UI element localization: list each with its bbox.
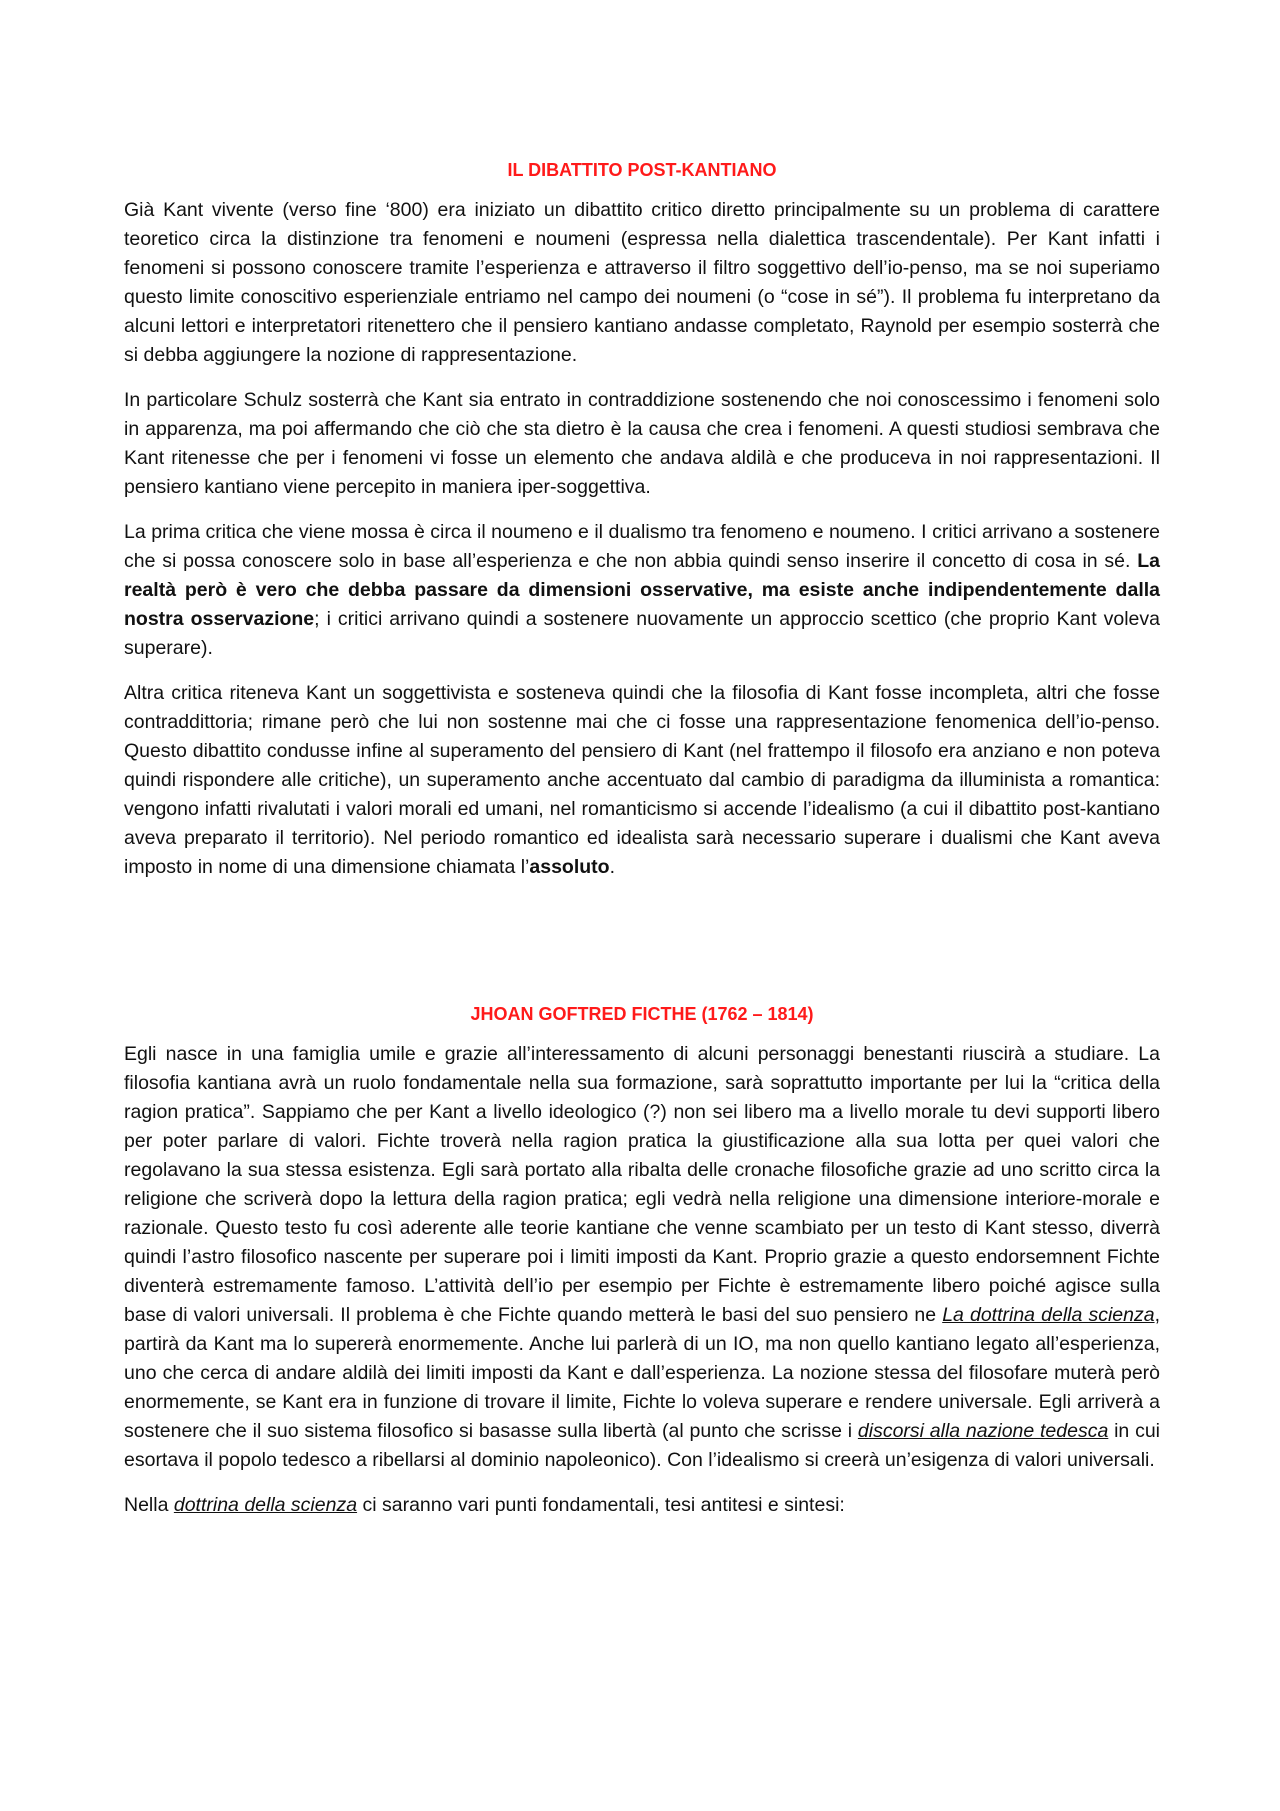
section-title-fichte: JHOAN GOFTRED FICTHE (1762 – 1814) — [470, 1004, 814, 1024]
paragraph-1: Già Kant vivente (verso fine ‘800) era iniziato un dibattito critico diretto principalmente su un problema di carattere teoretico circa la distinzione tra fenomeni e noumeni (espressa nella dialettica trascendentale). Per Kant infatti i fenomeni si possono conoscere tramite l’esperienza e attraverso il filtro soggettivo dell’io-penso, ma se noi superiamo questo limite conoscitivo esperienziale entriamo nel campo dei noumeni (o “cose in sé”). Il problema fu interpretano da alcuni lettori e interpretatori ritenettero che il pensiero kantiano andasse completato, Raynold per esempio sosterrà che si debba aggiungere la nozione di rappresentazione. — [124, 199, 1160, 366]
fichte-p1-title-dottrina: La dottrina della scienza — [942, 1304, 1155, 1326]
fichte-paragraph-2 — [124, 1491, 1160, 1520]
paragraph-3 — [124, 518, 1160, 663]
paragraph-4-text-c: . — [609, 856, 615, 878]
paragraph-4-bold-assoluto: assoluto — [529, 856, 610, 878]
fichte-p1-text-b: , partirà da Kant ma lo supererà enormemente. Anche lui parlerà di un IO, ma non quello kantiano legato all’esperienza, uno che cerca di andare aldilà dei limiti imposti da Kant e dall’esperienza. La nozione stessa del filosofare muterà però enormemente, se Kant era in funzione di trovare il limite, Fichte lo voleva superare e rendere universale. Egli arriverà a sostenere che il suo sistema filosofico si basasse sulla libertà (al punto che scrisse i — [124, 1304, 1160, 1442]
fichte-p1-text-a: Egli nasce in una famiglia umile e grazie all’interessamento di alcuni personaggi benestanti riuscirà a studiare. La filosofia kantiana avrà un ruolo fondamentale nella sua formazione, sarà soprattutto importante per lui la “critica della ragion pratica”. Sappiamo che per Kant a livello ideologico (?) non sei libero ma a livello morale tu devi supporti libero per poter parlare di valori. Fichte troverà nella ragion pratica la giustificazione alla sua lotta per quei valori che regolavano la sua stessa esistenza. Egli sarà portato alla ribalta delle cronache filosofiche grazie ad uno scritto circa la religione che scriverà dopo la lettura della ragion pratica; egli vedrà nella religione una dimensione interiore-morale e razionale. Questo testo fu così aderente alle teorie kantiane che venne scambiato per un testo di Kant stesso, diverrà quindi l’astro filosofico nascente per superare poi i limiti imposti da Kant. Proprio grazie a questo endorsemnent Fichte diventerà estremamente famoso. L’attività dell’io per esempio per Fichte è estremamente libero poiché agisce sulla base di valori universali. Il problema è che Fichte quando metterà le basi del suo pensiero ne — [124, 1043, 1160, 1326]
section-title-post-kantian-debate: IL DIBATTITO POST-KANTIANO — [507, 160, 777, 180]
paragraph-3-text-c: ; i critici arrivano quindi a sostenere nuovamente un approccio scettico (che proprio Kant voleva superare). — [124, 608, 1160, 659]
paragraph-4-text-a: Altra critica riteneva Kant un soggettivista e sosteneva quindi che la filosofia di Kant fosse incompleta, altri che fosse contraddittoria; rimane però che lui non sostenne mai che ci fosse una rappresentazione fenomenica dell’io-penso. Questo dibattito condusse infine al superamento del pensiero di Kant (nel frattempo il filosofo era anziano e non poteva quindi rispondere alle critiche), un superamento anche accentuato dal cambio di paradigma da illuminista a romantica: vengono infatti rivalutati i valori morali ed umani, nel romanticismo si accende l’idealismo (a cui il dibattito post-kantiano aveva preparato il territorio). Nel periodo romantico ed idealista sarà necessario superare i dualismi che Kant aveva imposto in nome di una dimensione chiamata l’ — [124, 682, 1160, 878]
paragraph-2: In particolare Schulz sosterrà che Kant sia entrato in contraddizione sostenendo che noi conoscessimo i fenomeni solo in apparenza, ma poi affermando che ciò che sta dietro è la causa che crea i fenomeni. A questi studiosi sembrava che Kant ritenesse che per i fenomeni vi fosse un elemento che andava aldilà e che produceva in noi rappresentazioni. Il pensiero kantiano viene percepito in maniera iper-soggettiva. — [124, 389, 1160, 498]
paragraph-3-text-a: La prima critica che viene mossa è circa il noumeno e il dualismo tra fenomeno e noumeno. I critici arrivano a sostenere che si possa conoscere solo in base all’esperienza e che non abbia quindi senso inserire il concetto di cosa in sé. — [124, 521, 1160, 572]
fichte-paragraph-1 — [124, 1040, 1160, 1475]
fichte-p2-title-dottrina: dottrina della scienza — [173, 1494, 358, 1516]
paragraph-3-bold-text: La realtà però è vero che debba passare da dimensioni osservative, ma esiste anche indipendentemente dalla nostra osservazione — [124, 550, 1160, 630]
fichte-p2-text-a: Nella — [124, 1494, 174, 1516]
fichte-p1-title-discorsi: discorsi alla nazione tedesca — [857, 1420, 1109, 1442]
paragraph-4 — [124, 679, 1160, 882]
fichte-p2-text-b: ci saranno vari punti fondamentali, tesi antitesi e sintesi: — [357, 1494, 845, 1516]
fichte-p1-text-c: in cui esortava il popolo tedesco a ribellarsi al dominio napoleonico). Con l’idealismo si creerà un’esigenza di valori universali. — [124, 1420, 1160, 1471]
